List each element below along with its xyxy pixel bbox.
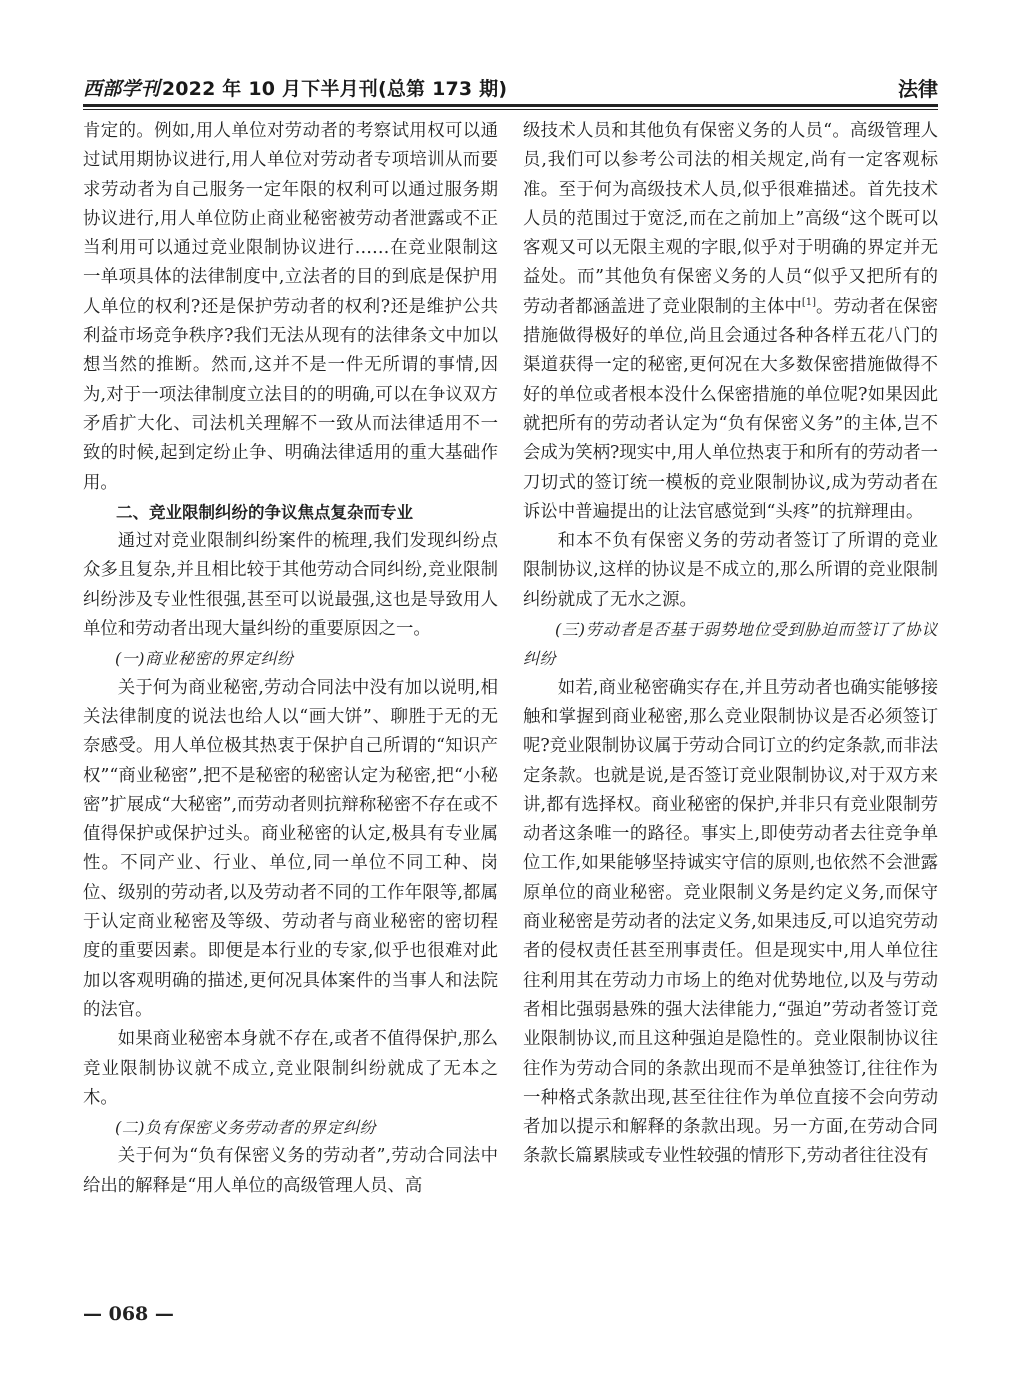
subsection-heading — [83, 644, 498, 673]
paragraph-text: 级技术人员和其他负有保密义务的人员“。高级管理人员,我们可以参考公司法的相关规定,尚有一定客观标准。至于何为高级技术人员,似乎很难描述。首先技术人员的范围过于宽泛,而在之前加上”高级“这个既可以客观又可以无限主观的字眼,似乎对于明确的界定并无益处。而”其他负有保密义务的人员“似乎又把所有的劳动者都涵盖进了竞业限制的主体中 — [523, 121, 938, 317]
issue-label: 2022 年 10 月下半月刊(总第 173 期) — [161, 78, 508, 100]
header-rule-thick — [83, 104, 938, 107]
header-rule-thin — [83, 109, 938, 110]
paragraph-text: 关于何为“负有保密义务的劳动者”,劳动合同法中给出的解释是“用人单位的高级管理人员、高 — [83, 1146, 498, 1196]
body-paragraph — [83, 527, 498, 644]
body-paragraph — [523, 117, 938, 527]
journal-logo: 西部学刊 — [83, 78, 160, 100]
paragraph-text: (二)负有保密义务劳动者的界定纠纷 — [115, 1118, 376, 1138]
body-paragraph — [83, 674, 498, 1026]
paragraph-text: 和本不负有保密义务的劳动者签订了所谓的竞业限制协议,这样的协议是不成立的,那么所谓的竞业限制纠纷就成了无水之源。 — [523, 531, 938, 610]
subsection-heading — [523, 615, 938, 674]
paragraph-text: 关于何为商业秘密,劳动合同法中没有加以说明,相关法律制度的说法也给人以“画大饼”、聊胜于无的无奈感受。用人单位极其热衷于保护自己所谓的“知识产权”“商业秘密”,把不是秘密的秘密认定为秘密,把“小秘密”扩展成“大秘密”,而劳动者则抗辩称秘密不存在或不值得保护或保护过头。商业秘密的认定,极具有专业属性。不同产业、行业、单位,同一单位不同工种、岗位、级别的劳动者,以及劳动者不同的工作年限等,都属于认定商业秘密及等级、劳动者与商业秘密的密切程度的重要因素。即便是本行业的专家,似乎也很难对此加以客观明确的描述,更何况具体案件的当事人和法院的法官。 — [83, 677, 498, 1020]
right-column — [523, 117, 938, 1292]
paragraph-text: (一)商业秘密的界定纠纷 — [115, 649, 294, 669]
journal-issue-line — [83, 80, 507, 104]
section-heading — [83, 498, 498, 527]
body-paragraph — [83, 1142, 498, 1201]
paragraph-text: 通过对竞业限制纠纷案件的梳理,我们发现纠纷点众多且复杂,并且相比较于其他劳动合同纠纷,竞业限制纠纷涉及专业性很强,甚至可以说最强,这也是导致用人单位和劳动者出现大量纠纷的重要原因之一。 — [83, 531, 498, 640]
body-paragraph — [83, 117, 498, 498]
body-paragraph — [523, 527, 938, 615]
paragraph-text-continued: 。劳动者在保密措施做得极好的单位,尚且会通过各种各样五花八门的渠道获得一定的秘密,更何况在大多数保密措施做得不好的单位或者根本没什么保密措施的单位呢?如果因此就把所有的劳动者认定为“负有保密义务”的主体,岂不会成为笑柄?现实中,用人单位热衷于和所有的劳动者一刀切式的签订统一模板的竞业限制协议,成为劳动者在诉讼中普遍提出的让法官感觉到“头疼”的抗辩理由。 — [523, 296, 938, 522]
subsection-heading — [83, 1113, 498, 1142]
paragraph-text: 如若,商业秘密确实存在,并且劳动者也确实能够接触和掌握到商业秘密,那么竞业限制协议是否必须签订呢?竞业限制协议属于劳动合同订立的约定条款,而非法定条款。也就是说,是否签订竞业限制协议,对于双方来讲,都有选择权。商业秘密的保护,并非只有竞业限制劳动者这条唯一的路径。事实上,即使劳动者去往竞争单位工作,如果能够坚持诚实守信的原则,也依然不会泄露原单位的商业秘密。竞业限制义务是约定义务,而保守商业秘密是劳动者的法定义务,如果违反,可以追究劳动者的侵权责任甚至刑事责任。但是现实中,用人单位往往利用其在劳动力市场上的绝对优势地位,以及与劳动者相比强弱悬殊的强大法律能力,“强迫”劳动者签订竞业限制协议,而且这种强迫是隐性的。竞业限制协议往往作为劳动合同的条款出现而不是单独签订,往往作为一种格式条款出现,甚至往往作为单位直接不会向劳动者加以提示和解释的条款出现。另一方面,在劳动合同条款长篇累牍或专业性较强的情形下,劳动者往往没有 — [523, 677, 938, 1167]
left-column — [83, 117, 498, 1292]
body-paragraph — [523, 674, 938, 1172]
paragraph-text: 如果商业秘密本身就不存在,或者不值得保护,那么竞业限制协议就不成立,竞业限制纠纷就成了无本之木。 — [83, 1029, 498, 1108]
paragraph-text: (三)劳动者是否基于弱势地位受到胁迫而签订了协议纠纷 — [523, 620, 938, 669]
paragraph-text: 二、竞业限制纠纷的争议焦点复杂而专业 — [116, 502, 413, 522]
running-header — [83, 70, 938, 104]
paragraph-text: 肯定的。例如,用人单位对劳动者的考察试用权可以通过试用期协议进行,用人单位对劳动者专项培训从而要求劳动者为自己服务一定年限的权利可以通过服务期协议进行,用人单位防止商业秘密被劳动者泄露或不正当利用可以通过竞业限制协议进行……在竞业限制这一单项具体的法律制度中,立法者的目的到底是保护用人单位的权利?还是保护劳动者的权利?还是维护公共利益市场竞争秩序?我们无法从现有的法律条文中加以想当然的推断。然而,这并不是一件无所谓的事情,因为,对于一项法律制度立法目的的明确,可以在争议双方矛盾扩大化、司法机关理解不一致从而法律适用不一致的时候,起到定纷止争、明确法律适用的重大基础作用。 — [83, 121, 498, 493]
citation-ref: [1] — [801, 296, 816, 308]
page-number: — 068 — — [83, 1303, 174, 1325]
body-paragraph — [83, 1025, 498, 1113]
section-label: 法律 — [898, 77, 938, 101]
